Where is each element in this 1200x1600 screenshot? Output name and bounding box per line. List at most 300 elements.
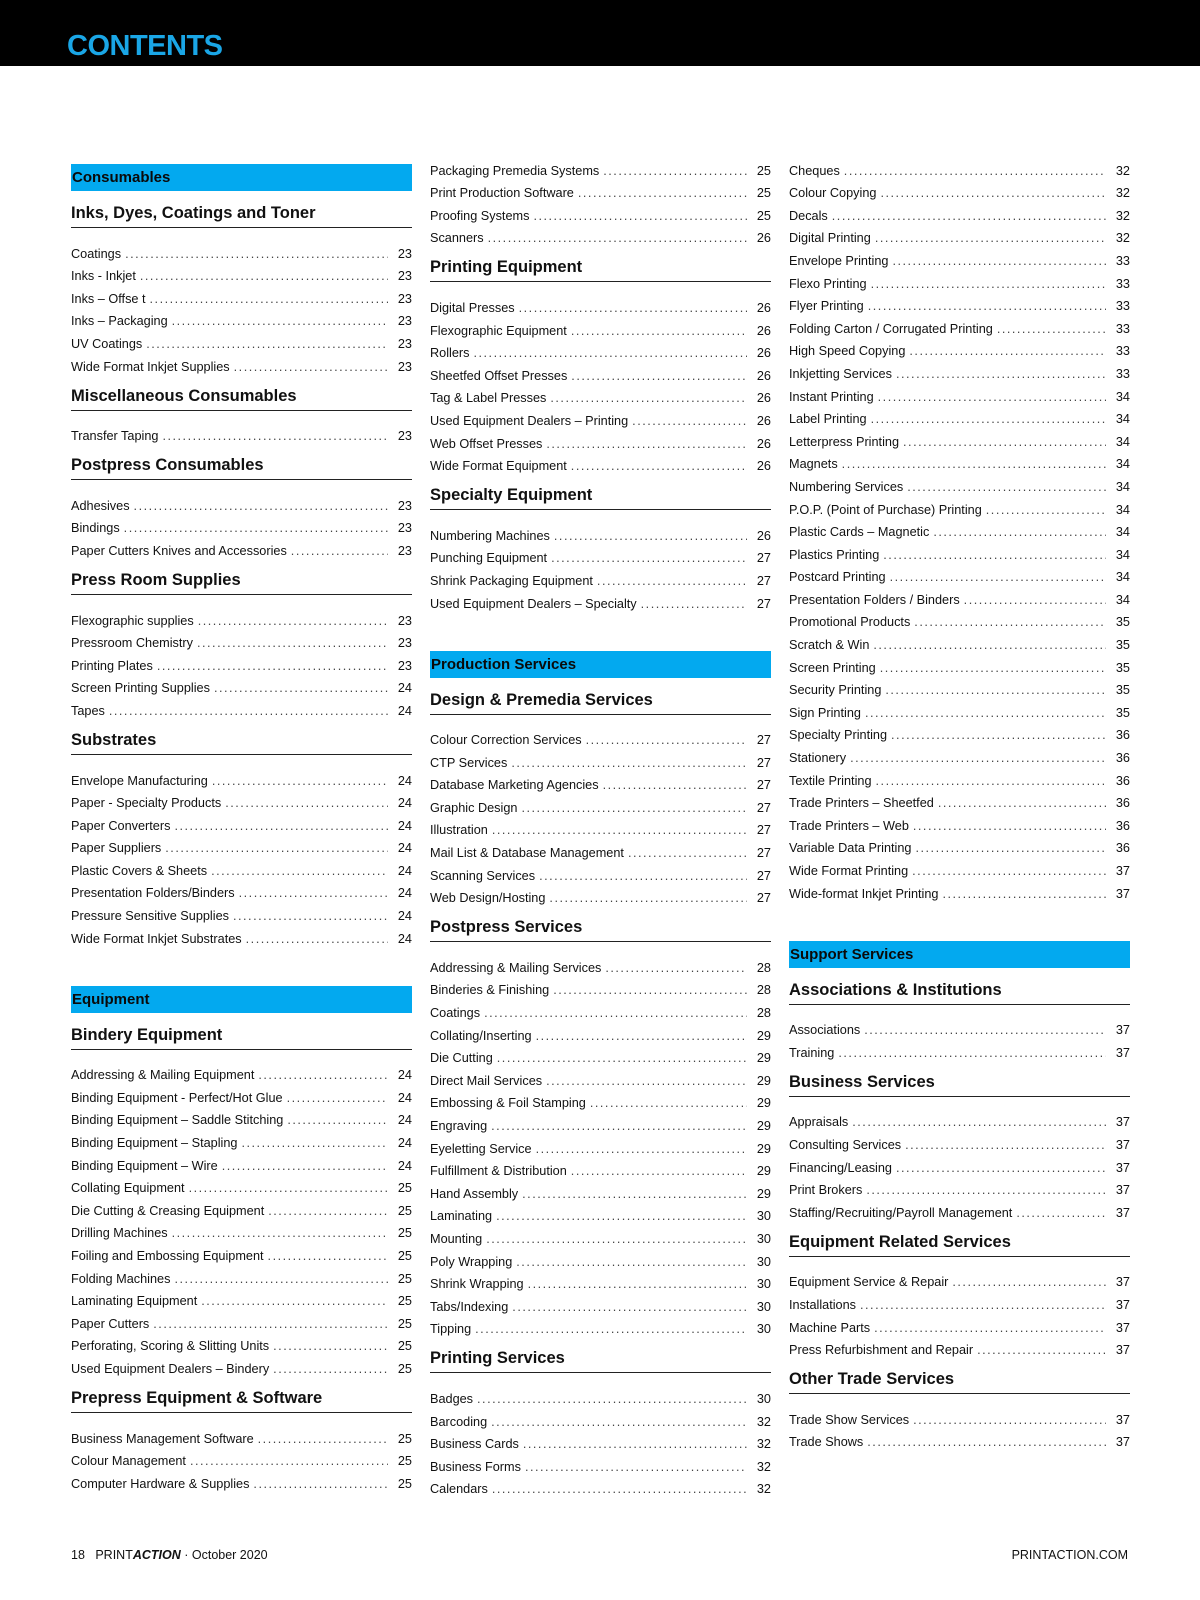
toc-entry[interactable] <box>71 535 412 558</box>
toc-entry[interactable] <box>430 1429 771 1452</box>
dot-leader <box>214 681 388 695</box>
entry-label: Web Offset Presses <box>430 436 543 451</box>
toc-entry[interactable] <box>789 833 1130 856</box>
entry-label: Postcard Printing <box>789 570 886 585</box>
entry-label: Colour Copying <box>789 186 877 201</box>
entry-label: Installations <box>789 1297 856 1312</box>
toc-entry[interactable] <box>789 223 1130 246</box>
dot-leader <box>497 1051 747 1065</box>
entry-label: Label Printing <box>789 412 867 427</box>
toc-entry[interactable] <box>430 815 771 838</box>
toc-entry[interactable] <box>71 628 412 651</box>
toc-column-3 <box>789 155 1130 1449</box>
issue-date: · October 2020 <box>184 1548 268 1562</box>
entry-page: 25 <box>397 1431 412 1446</box>
toc-entry[interactable] <box>430 1246 771 1269</box>
toc-entry[interactable] <box>789 629 1130 652</box>
toc-entry[interactable] <box>430 1178 771 1201</box>
entry-page: 34 <box>1115 412 1130 427</box>
toc-entry[interactable] <box>789 1197 1130 1220</box>
dot-leader <box>287 1113 388 1127</box>
entry-label: Variable Data Printing <box>789 841 912 856</box>
toc-entry[interactable] <box>430 1451 771 1474</box>
entry-label: Engraving <box>430 1119 488 1133</box>
entry-page: 23 <box>397 636 412 651</box>
entry-page: 34 <box>1115 389 1130 404</box>
toc-entry[interactable] <box>789 200 1130 223</box>
entry-label: Trade Printers – Sheetfed <box>789 796 934 811</box>
dot-leader <box>488 231 747 245</box>
toc-entry[interactable] <box>71 1060 412 1083</box>
toc-column-2 <box>430 155 771 1496</box>
entry-page: 25 <box>756 163 771 178</box>
dot-leader <box>880 186 1106 200</box>
toc-entry[interactable] <box>430 1020 771 1043</box>
toc-entry[interactable] <box>71 351 412 374</box>
toc-entry[interactable] <box>430 360 771 383</box>
entry-label: Wide Format Equipment <box>430 459 567 474</box>
toc-entry[interactable] <box>71 1286 412 1309</box>
toc-entry[interactable] <box>430 1406 771 1429</box>
toc-entry[interactable] <box>789 855 1130 878</box>
toc-entry[interactable] <box>789 245 1130 268</box>
toc-entry[interactable] <box>430 1383 771 1406</box>
toc-entry[interactable] <box>430 1110 771 1133</box>
toc-entry[interactable] <box>430 837 771 860</box>
dot-leader <box>246 932 388 946</box>
entry-page: 26 <box>756 391 771 406</box>
toc-entry[interactable] <box>430 770 771 793</box>
toc-entry[interactable] <box>71 1446 412 1469</box>
toc-entry[interactable] <box>71 1150 412 1173</box>
entry-page: 37 <box>1115 1435 1130 1450</box>
toc-entry[interactable] <box>430 747 771 770</box>
toc-entry[interactable] <box>430 1156 771 1179</box>
toc-entry[interactable] <box>430 292 771 315</box>
category-heading: Consumables <box>71 164 412 191</box>
toc-entry[interactable] <box>430 451 771 474</box>
toc-entry[interactable] <box>71 328 412 351</box>
entry-page: 24 <box>397 841 412 856</box>
toc-entry[interactable] <box>430 178 771 201</box>
toc-entry[interactable] <box>71 923 412 946</box>
entry-label: Die Cutting <box>430 1051 493 1066</box>
dot-leader <box>875 231 1106 245</box>
entry-page: 24 <box>397 863 412 878</box>
category-heading: Production Services <box>430 651 771 678</box>
entry-label: Coatings <box>430 1006 481 1021</box>
toc-entry[interactable] <box>71 1173 412 1196</box>
entry-page: 28 <box>756 983 771 998</box>
entry-page: 25 <box>756 186 771 201</box>
toc-entry[interactable] <box>789 562 1130 585</box>
section-heading: Equipment Related Services <box>789 1228 1130 1257</box>
toc-entry[interactable] <box>71 238 412 261</box>
entry-page: 37 <box>1115 1412 1130 1427</box>
section-heading: Postpress Services <box>430 913 771 942</box>
entry-label: Business Forms <box>430 1459 521 1474</box>
toc-entry[interactable] <box>789 1312 1130 1335</box>
entry-label: Wide Format Printing <box>789 864 909 878</box>
toc-entry[interactable] <box>789 720 1130 743</box>
toc-entry[interactable] <box>71 421 412 444</box>
dot-leader <box>597 574 747 588</box>
toc-entry[interactable] <box>430 223 771 246</box>
toc-entry[interactable] <box>71 788 412 811</box>
toc-entry[interactable] <box>789 1427 1130 1450</box>
entry-label: Folding Carton / Corrugated Printing <box>789 321 993 336</box>
entry-label: Envelope Manufacturing <box>71 773 208 788</box>
toc-entry[interactable] <box>430 952 771 975</box>
toc-entry[interactable] <box>71 1218 412 1241</box>
toc-entry[interactable] <box>71 1082 412 1105</box>
dot-leader <box>533 209 747 223</box>
toc-entry[interactable] <box>430 588 771 611</box>
toc-entry[interactable] <box>789 742 1130 765</box>
entry-page: 26 <box>756 300 771 315</box>
dot-leader <box>880 661 1106 675</box>
toc-entry[interactable] <box>71 673 412 696</box>
toc-entry[interactable] <box>789 788 1130 811</box>
dot-leader <box>473 346 747 360</box>
dot-leader <box>605 961 747 975</box>
entry-label: Tag & Label Presses <box>430 391 547 406</box>
toc-entry[interactable] <box>430 860 771 883</box>
dot-leader <box>150 292 388 306</box>
entry-label: Computer Hardware & Supplies <box>71 1476 250 1491</box>
toc-entry[interactable] <box>71 605 412 628</box>
entry-page: 37 <box>1115 1343 1130 1358</box>
entry-label: Wide Format Inkjet Supplies <box>71 359 230 374</box>
toc-entry[interactable] <box>71 490 412 513</box>
entry-label: Financing/Leasing <box>789 1160 892 1175</box>
toc-entry[interactable] <box>71 1263 412 1286</box>
dot-leader <box>519 301 747 315</box>
toc-entry[interactable] <box>789 291 1130 314</box>
entry-page: 30 <box>756 1231 771 1246</box>
dot-leader <box>842 457 1106 471</box>
entry-page: 24 <box>397 1158 412 1173</box>
toc-entry[interactable] <box>430 155 771 178</box>
dot-leader <box>528 1277 747 1291</box>
toc-entry[interactable] <box>789 878 1130 901</box>
entry-label: Business Cards <box>430 1437 519 1452</box>
toc-entry[interactable] <box>789 517 1130 540</box>
toc-entry[interactable] <box>789 539 1130 562</box>
toc-entry[interactable] <box>430 975 771 998</box>
dot-leader <box>233 909 388 923</box>
toc-entry[interactable] <box>789 358 1130 381</box>
entry-label: Numbering Machines <box>430 528 550 543</box>
toc-entry[interactable] <box>71 283 412 306</box>
entry-label: Scanners <box>430 231 484 246</box>
page-number: 18 <box>71 1548 85 1562</box>
toc-entry[interactable] <box>789 155 1130 178</box>
entry-page: 23 <box>397 291 412 306</box>
dot-leader <box>268 1249 388 1263</box>
dot-leader <box>590 1096 747 1110</box>
dot-leader <box>885 683 1106 697</box>
entry-page: 27 <box>756 551 771 566</box>
toc-entry[interactable] <box>430 1043 771 1066</box>
toc-entry[interactable] <box>71 1127 412 1150</box>
toc-entry[interactable] <box>789 178 1130 201</box>
entry-label: Letterpress Printing <box>789 434 900 449</box>
toc-entry[interactable] <box>71 1308 412 1331</box>
entry-label: Pressure Sensitive Supplies <box>71 909 229 924</box>
toc-entry[interactable] <box>430 997 771 1020</box>
section-heading: Specialty Equipment <box>430 481 771 510</box>
toc-entry[interactable] <box>430 1314 771 1337</box>
dot-leader <box>165 841 388 855</box>
toc-entry[interactable] <box>789 1015 1130 1038</box>
toc-entry[interactable] <box>71 878 412 901</box>
entry-label: Security Printing <box>789 683 882 698</box>
entry-label: Textile Printing <box>789 773 872 788</box>
entry-page: 34 <box>1115 547 1130 562</box>
entry-label: Paper Suppliers <box>71 841 162 856</box>
toc-column-1 <box>71 155 412 1491</box>
toc-entry[interactable] <box>71 1353 412 1376</box>
toc-entry[interactable] <box>430 883 771 906</box>
entry-label: Mounting <box>430 1231 483 1246</box>
toc-entry[interactable] <box>789 607 1130 630</box>
toc-entry[interactable] <box>789 268 1130 291</box>
entry-page: 24 <box>397 681 412 696</box>
entry-label: Collating/Inserting <box>430 1028 532 1043</box>
entry-page: 35 <box>1115 705 1130 720</box>
toc-entry[interactable] <box>430 1088 771 1111</box>
toc-entry[interactable] <box>71 900 412 923</box>
toc-entry[interactable] <box>71 765 412 788</box>
entry-page: 29 <box>756 1164 771 1179</box>
toc-entry[interactable] <box>789 1267 1130 1290</box>
entry-label: Pressroom Chemistry <box>71 636 193 651</box>
entry-page: 25 <box>397 1249 412 1263</box>
entry-label: Paper Converters <box>71 818 171 833</box>
toc-entry[interactable] <box>789 765 1130 788</box>
toc-entry[interactable] <box>430 405 771 428</box>
toc-entry[interactable] <box>71 833 412 856</box>
entry-page: 25 <box>397 1181 412 1196</box>
entry-page: 37 <box>1115 1275 1130 1290</box>
dot-leader <box>868 299 1106 313</box>
dot-leader <box>109 704 388 718</box>
toc-entry[interactable] <box>430 1269 771 1292</box>
dot-leader <box>909 344 1106 358</box>
toc-entry[interactable] <box>789 1404 1130 1427</box>
toc-entry[interactable] <box>71 695 412 718</box>
entry-page: 34 <box>1115 592 1130 607</box>
entry-page: 37 <box>1115 1023 1130 1038</box>
entry-page: 37 <box>1115 864 1130 878</box>
dot-leader <box>197 636 388 650</box>
dot-leader <box>258 1068 388 1082</box>
toc-entry[interactable] <box>789 449 1130 472</box>
dot-leader <box>913 819 1106 833</box>
dot-leader <box>512 1300 747 1314</box>
dot-leader <box>571 1164 747 1178</box>
toc-entry[interactable] <box>71 513 412 536</box>
entry-label: Proofing Systems <box>430 208 530 223</box>
entry-label: Inks – Offse t <box>71 291 146 306</box>
dot-leader <box>124 521 388 535</box>
dot-leader <box>844 164 1106 178</box>
toc-entry[interactable] <box>430 565 771 588</box>
toc-entry[interactable] <box>71 306 412 329</box>
toc-entry[interactable] <box>71 1331 412 1354</box>
entry-label: Die Cutting & Creasing Equipment <box>71 1203 265 1218</box>
dot-leader <box>190 1454 388 1468</box>
entry-page: 23 <box>397 246 412 261</box>
entry-label: Flexographic Equipment <box>430 323 567 338</box>
toc-entry[interactable] <box>789 336 1130 359</box>
entry-label: Flyer Printing <box>789 299 864 314</box>
entry-label: Inkjetting Services <box>789 366 892 381</box>
toc-entry[interactable] <box>789 697 1130 720</box>
dot-leader <box>915 841 1106 855</box>
toc-entry[interactable] <box>789 1335 1130 1358</box>
toc-entry[interactable] <box>789 1152 1130 1175</box>
entry-label: Punching Equipment <box>430 551 548 566</box>
entry-page: 23 <box>397 658 412 673</box>
dot-leader <box>525 1460 747 1474</box>
section-heading: Miscellaneous Consumables <box>71 382 412 411</box>
entry-label: Embossing & Foil Stamping <box>430 1096 586 1111</box>
entry-label: Mail List & Database Management <box>430 846 624 861</box>
entry-page: 29 <box>756 1141 771 1156</box>
toc-entry[interactable] <box>789 675 1130 698</box>
entry-page: 33 <box>1115 366 1130 381</box>
toc-entry[interactable] <box>71 1423 412 1446</box>
toc-entry[interactable] <box>430 543 771 566</box>
dot-leader <box>912 864 1106 878</box>
entry-label: Trade Show Services <box>789 1412 910 1427</box>
entry-label: Direct Mail Services <box>430 1073 543 1088</box>
toc-entry[interactable] <box>789 1037 1130 1060</box>
dot-leader <box>477 1392 747 1406</box>
toc-entry[interactable] <box>430 725 771 748</box>
toc-entry[interactable] <box>789 1175 1130 1198</box>
dot-leader <box>523 1437 747 1451</box>
toc-entry[interactable] <box>789 471 1130 494</box>
dot-leader <box>903 435 1106 449</box>
toc-entry[interactable] <box>789 1129 1130 1152</box>
entry-label: Eyeletting Service <box>430 1141 532 1156</box>
dot-leader <box>933 525 1106 539</box>
entry-label: Paper Cutters Knives and Accessories <box>71 543 287 558</box>
toc-entry[interactable] <box>789 652 1130 675</box>
entry-page: 32 <box>1115 163 1130 178</box>
entry-page: 26 <box>756 323 771 338</box>
brand-suffix: ACTION <box>132 1548 181 1562</box>
toc-entry[interactable] <box>430 520 771 543</box>
toc-entry[interactable] <box>789 313 1130 336</box>
dot-leader <box>952 1275 1106 1289</box>
entry-label: Decals <box>789 208 828 223</box>
toc-entry[interactable] <box>789 381 1130 404</box>
dot-leader <box>153 1317 388 1331</box>
header-bar <box>0 0 1200 66</box>
entry-label: Trade Printers – Web <box>789 818 909 833</box>
entry-label: Flexographic supplies <box>71 613 194 628</box>
dot-leader <box>938 796 1106 810</box>
entry-label: Staffing/Recruiting/Payroll Management <box>789 1205 1013 1220</box>
toc-entry[interactable] <box>430 792 771 815</box>
dot-leader <box>603 778 747 792</box>
entry-page: 34 <box>1115 479 1130 494</box>
toc-entry[interactable] <box>430 1133 771 1156</box>
toc-entry[interactable] <box>789 1107 1130 1130</box>
toc-entry[interactable] <box>789 1289 1130 1312</box>
toc-entry[interactable] <box>789 810 1130 833</box>
toc-entry[interactable] <box>71 261 412 284</box>
toc-entry[interactable] <box>71 1195 412 1218</box>
entry-label: Printing Plates <box>71 658 153 673</box>
dot-leader <box>162 429 388 443</box>
toc-entry[interactable] <box>71 1468 412 1491</box>
entry-page: 24 <box>397 1068 412 1083</box>
toc-entry[interactable] <box>430 383 771 406</box>
entry-label: Wide-format Inkjet Printing <box>789 886 939 901</box>
toc-entry[interactable] <box>789 494 1130 517</box>
toc-entry[interactable] <box>789 584 1130 607</box>
entry-label: Tapes <box>71 703 105 718</box>
toc-entry[interactable] <box>430 338 771 361</box>
entry-page: 30 <box>756 1254 771 1269</box>
toc-entry[interactable] <box>430 1291 771 1314</box>
entry-page: 23 <box>397 336 412 351</box>
entry-label: Sign Printing <box>789 705 861 720</box>
entry-label: Database Marketing Agencies <box>430 778 599 793</box>
toc-entry[interactable] <box>430 1065 771 1088</box>
toc-entry[interactable] <box>789 426 1130 449</box>
entry-label: Tabs/Indexing <box>430 1299 509 1314</box>
toc-entry[interactable] <box>430 1474 771 1497</box>
toc-entry[interactable] <box>430 1223 771 1246</box>
entry-label: Addressing & Mailing Equipment <box>71 1068 255 1083</box>
entry-page: 35 <box>1115 660 1130 675</box>
toc-entry[interactable] <box>430 315 771 338</box>
entry-page: 27 <box>756 891 771 906</box>
toc-entry[interactable] <box>430 1201 771 1224</box>
entry-page: 33 <box>1115 344 1130 359</box>
entry-page: 26 <box>756 231 771 246</box>
entry-page: 37 <box>1115 1183 1130 1198</box>
entry-page: 23 <box>397 613 412 628</box>
entry-page: 33 <box>1115 321 1130 336</box>
entry-page: 34 <box>1115 502 1130 517</box>
dot-leader <box>871 277 1106 291</box>
toc-entry[interactable] <box>71 810 412 833</box>
entry-label: Print Production Software <box>430 186 574 201</box>
entry-label: Print Brokers <box>789 1183 863 1198</box>
toc-entry[interactable] <box>430 200 771 223</box>
entry-label: Presentation Folders / Binders <box>789 592 960 607</box>
toc-entry[interactable] <box>71 650 412 673</box>
toc-entry[interactable] <box>71 1105 412 1128</box>
toc-entry[interactable] <box>430 428 771 451</box>
dot-leader <box>873 638 1106 652</box>
entry-label: Promotional Products <box>789 615 911 630</box>
entry-page: 30 <box>756 1322 771 1337</box>
toc-entry[interactable] <box>71 1240 412 1263</box>
entry-page: 26 <box>756 528 771 543</box>
toc-entry[interactable] <box>71 855 412 878</box>
entry-label: Instant Printing <box>789 389 874 404</box>
dot-leader <box>146 337 388 351</box>
toc-entry[interactable] <box>789 404 1130 427</box>
